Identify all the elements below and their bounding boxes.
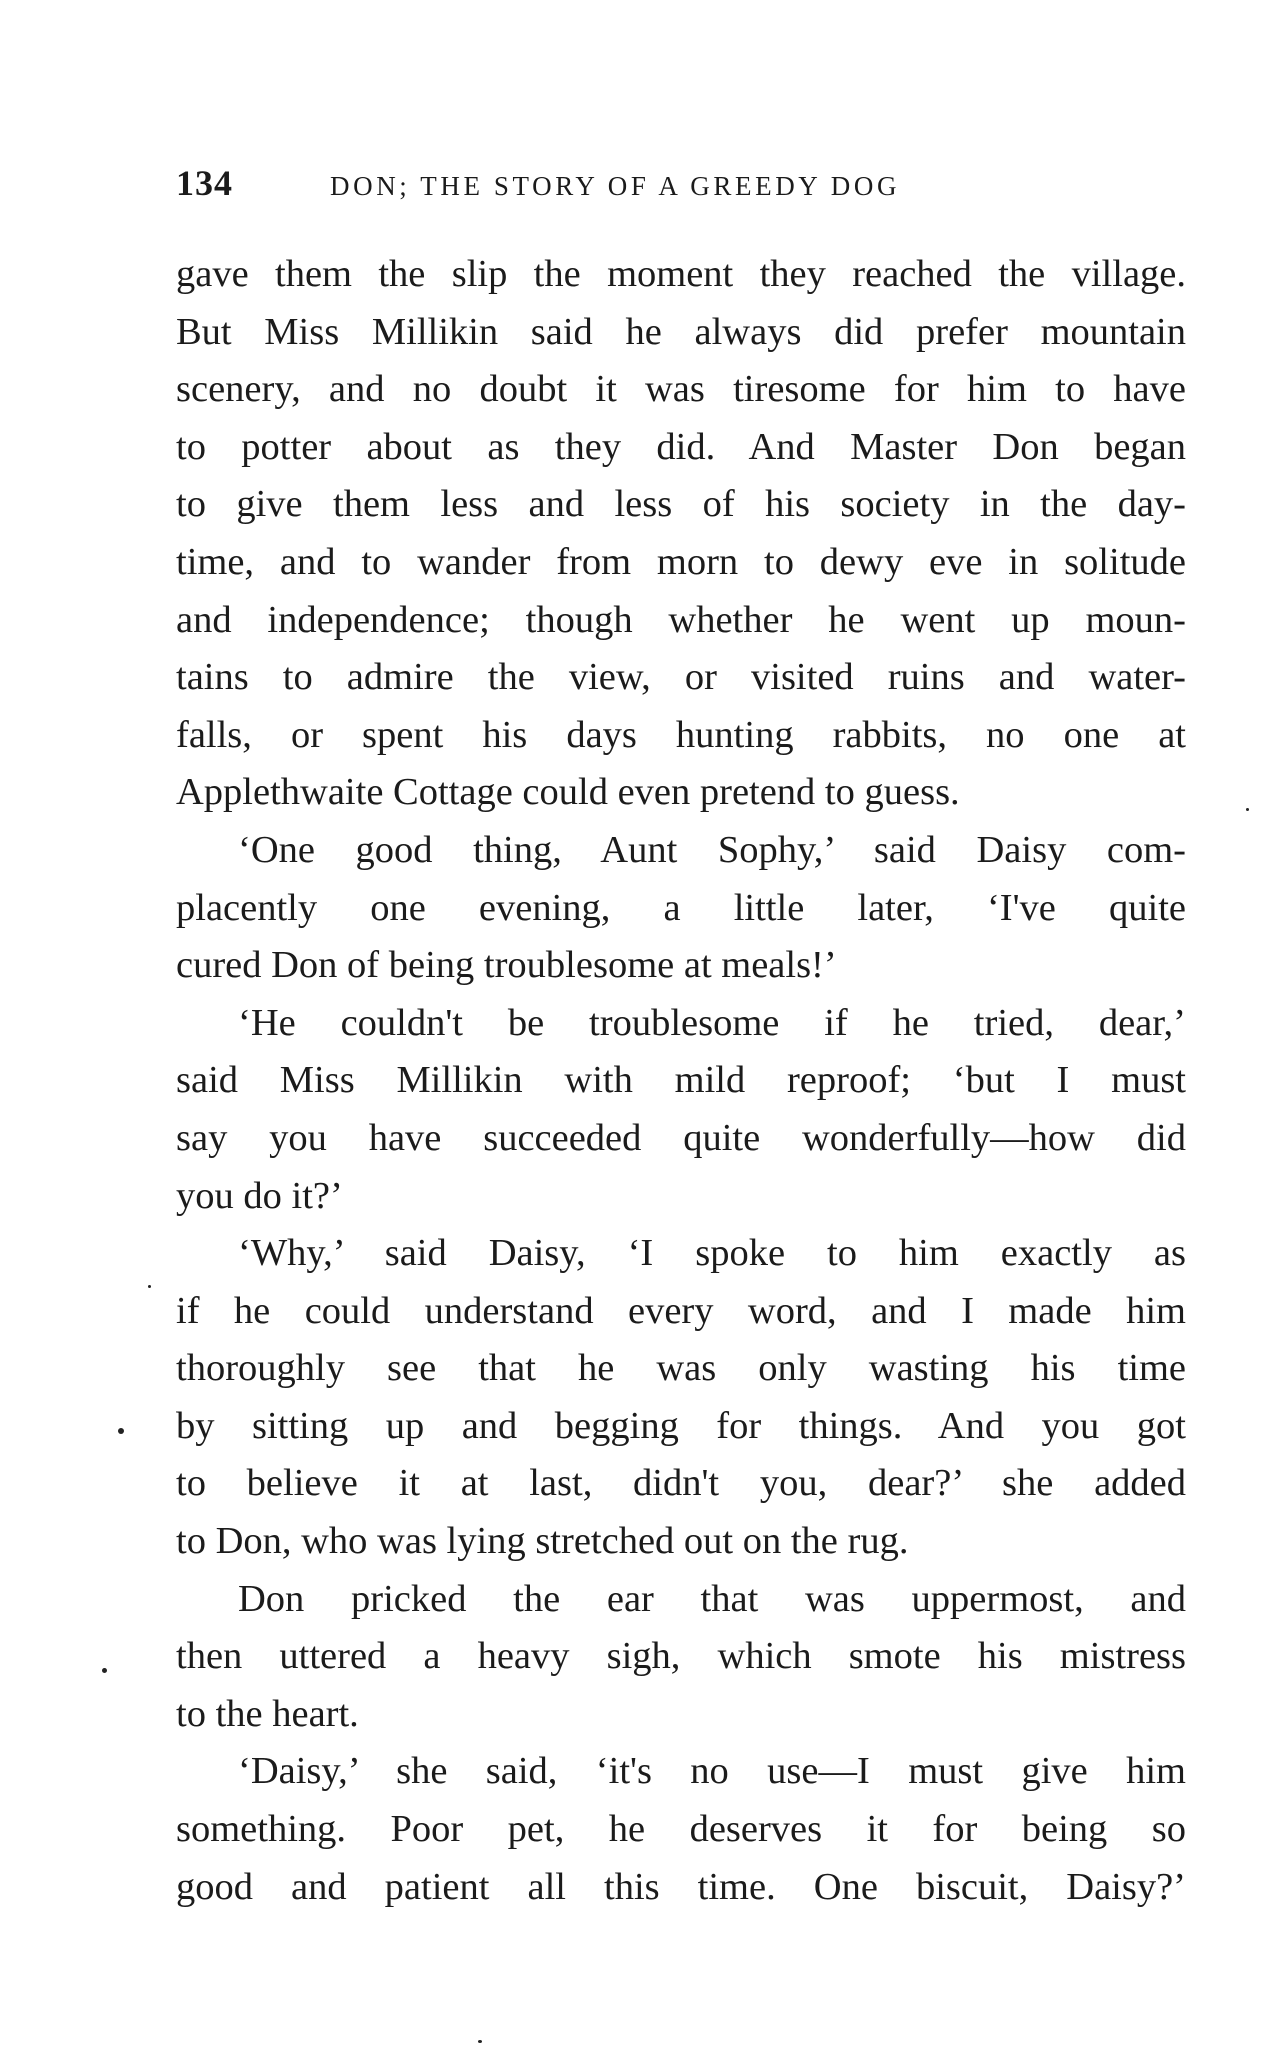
paragraph (176, 1225, 1186, 1571)
text-line: Don pricked the ear that was uppermost, and (238, 1577, 1186, 1620)
text-line: to give them less and less of his society in the day- (176, 483, 1186, 526)
text-line: by sitting up and begging for things. And you got (176, 1404, 1186, 1447)
print-speck (118, 1428, 124, 1434)
text-line: if he could understand every word, and I made him (176, 1289, 1186, 1332)
text-line: placently one evening, a little later, ‘I've quite (176, 886, 1186, 929)
print-speck (102, 1668, 107, 1673)
text-line: to the heart. (176, 1692, 359, 1735)
running-title: DON; THE STORY OF A GREEDY DOG (330, 171, 901, 201)
text-line: gave them the slip the moment they reached the village. (176, 253, 1186, 295)
print-speck (478, 2040, 482, 2043)
page-number: 134 (176, 163, 233, 203)
text-line: Applethwaite Cottage could even pretend to guess. (176, 771, 960, 814)
text-line: then uttered a heavy sigh, which smote his mistress (176, 1635, 1186, 1678)
text-line: and independence; though whether he went up moun- (176, 598, 1186, 641)
text-line: ‘One good thing, Aunt Sophy,’ said Daisy com- (238, 828, 1186, 871)
paragraph (176, 1743, 1186, 1916)
text-line: time, and to wander from morn to dewy eve in solitude (176, 540, 1186, 583)
running-head (176, 162, 1186, 212)
print-speck (148, 1285, 151, 1288)
text-line: said Miss Millikin with mild reproof; ‘but I must (176, 1059, 1186, 1102)
text-line: to believe it at last, didn't you, dear?’ she added (176, 1462, 1186, 1505)
body-text (176, 246, 1186, 1916)
paragraph (176, 822, 1186, 995)
print-speck (1246, 808, 1249, 811)
text-line: tains to admire the view, or visited ruins and water- (176, 656, 1186, 699)
text-line: you do it?’ (176, 1174, 343, 1217)
text-line: cured Don of being troublesome at meals!’ (176, 944, 837, 987)
text-line: falls, or spent his days hunting rabbits, no one at (176, 713, 1186, 756)
text-line: ‘He couldn't be troublesome if he tried, dear,’ (238, 1001, 1186, 1044)
paragraph (176, 1571, 1186, 1744)
text-line: scenery, and no doubt it was tiresome for him to have (176, 368, 1186, 411)
paragraph (176, 246, 1186, 822)
text-line: good and patient all this time. One biscuit, Daisy?’ (176, 1865, 1186, 1908)
text-line: to potter about as they did. And Master Don began (176, 425, 1186, 468)
text-line: But Miss Millikin said he always did prefer mountain (176, 310, 1186, 353)
paragraph (176, 995, 1186, 1225)
text-line: thoroughly see that he was only wasting his time (176, 1347, 1186, 1390)
text-line: to Don, who was lying stretched out on the rug. (176, 1520, 909, 1563)
text-line: say you have succeeded quite wonderfully—how did (176, 1116, 1186, 1159)
text-line: something. Poor pet, he deserves it for being so (176, 1808, 1186, 1851)
text-line: ‘Daisy,’ she said, ‘it's no use—I must give him (238, 1750, 1186, 1793)
text-line: ‘Why,’ said Daisy, ‘I spoke to him exactly as (238, 1232, 1186, 1275)
